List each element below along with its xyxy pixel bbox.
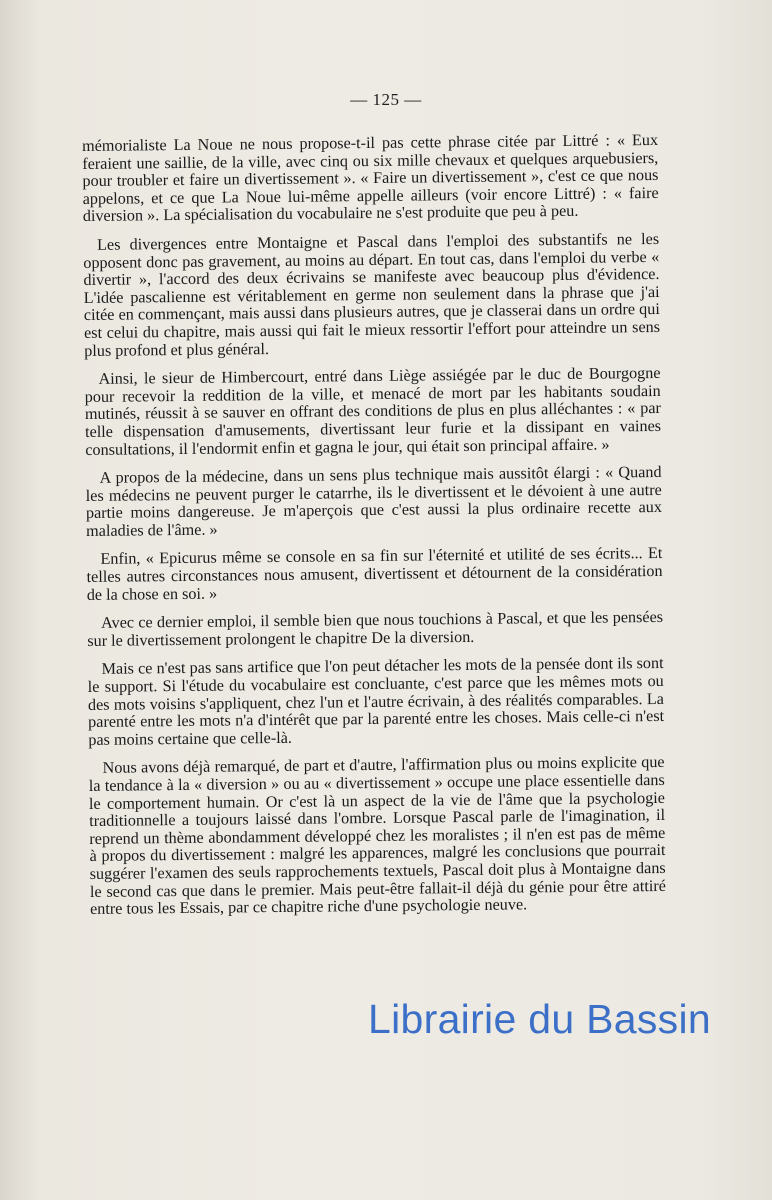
- page-number: — 125 —: [350, 90, 422, 109]
- paragraph-6: Avec ce dernier emploi, il semble bien que nous touchions à Pascal, et que les pensées sur le divertissement prolongent le chapitre De la diversion.: [87, 608, 664, 650]
- paragraph-4: A propos de la médecine, dans un sens plus technique mais aussitôt élargi : « Quand les médecins ne peuvent purger le catarrhe, ils le divertissent et le dévoient à une autre partie moins dangereuse. Je m'aperçois que c'est aussi la plus ordinaire recette aux maladies de l'âme. »: [85, 463, 662, 540]
- body-text: [82, 132, 666, 930]
- paragraph-1: mémorialiste La Noue ne nous propose-t-il pas cette phrase citée par Littré : « Eux feraient une saillie, de la ville, avec cinq ou six mille chevaux et quelques arquebusiers, pour troubler et faire un divertissement ». « Faire un divertissement », c'est ce que nous appelons, et ce que La Noue lui-même appelle ailleurs (voir encore Littré) : « faire diversion ». La spécialisation du vocabulaire ne s'est produite que peu à peu.: [81, 130, 659, 226]
- paragraph-5: Enfin, « Epicurus même se console en sa fin sur l'éternité et utilité de ses écrits... Et telles autres circonstances nous amusent, divertissent et détournent de la considération de la chose en soi. »: [86, 544, 663, 604]
- watermark: Librairie du Bassin: [368, 996, 711, 1042]
- paragraph-8: Nous avons déjà remarqué, de part et d'autre, l'affirmation plus ou moins explicite que la tendance à la « diversion » ou au « divertissement » occupe une place essentielle dans le comportement humain. Or c'est là un aspect de la vie de l'âme que la psychologie traditionnelle a toujours laissé dans l'ombre. Lorsque Pascal parle de l'imagination, il reprend un thème abondamment développé chez les moralistes ; il n'en est pas de même à propos du divertissement : malgré les apparences, malgré les conclusions que pourrait suggérer l'examen des seuls rapprochements textuels, Pascal doit plus à Montaigne dans le second cas que dans le premier. Mais peut-être fallait-il déjà du génie pour être attiré entre tous les Essais, par ce chapitre riche d'une psychologie neuve.: [88, 753, 666, 919]
- paragraph-2: Les divergences entre Montaigne et Pascal dans l'emploi des substantifs ne les opposent donc pas gravement, au moins au départ. En tout cas, dans l'emploi du verbe « divertir », l'accord des deux écrivains se manifeste avec beaucoup plus d'évidence. L'idée pascalienne est véritablement en germe non seulement dans la phrase que j'ai citée en commençant, mais aussi dans plusieurs autres, que je classerai dans un ordre qui est celui du chapitre, mais aussi qui fait le mieux ressortir l'effort pour atteindre un sens plus profond et plus général.: [83, 229, 661, 360]
- paragraph-7: Mais ce n'est pas sans artifice que l'on peut détacher les mots de la pensée dont ils sont le support. Si l'étude du vocabulaire est concluante, c'est parce que les mêmes mots ou des mots voisins s'appliquent, chez l'un et l'autre écrivain, à des réalités comparables. La parenté entre les mots n'a d'intérêt que par la parenté entre les choses. Mais celle-ci n'est pas moins certaine que celle-là.: [87, 654, 665, 749]
- paragraph-3: Ainsi, le sieur de Himbercourt, entré dans Liège assiégée par le duc de Bourgogne pour recevoir la reddition de la ville, et menacé de mort par les habitants soudain mutinés, réussit à se sauver en offrant des conditions de plus en plus alléchantes : « par telle dispensation d'amusements, divertissant leur furie et la dissipant en vaines consultations, il l'endormit enfin et gagna le jour, qui était son principal affaire. »: [84, 364, 662, 459]
